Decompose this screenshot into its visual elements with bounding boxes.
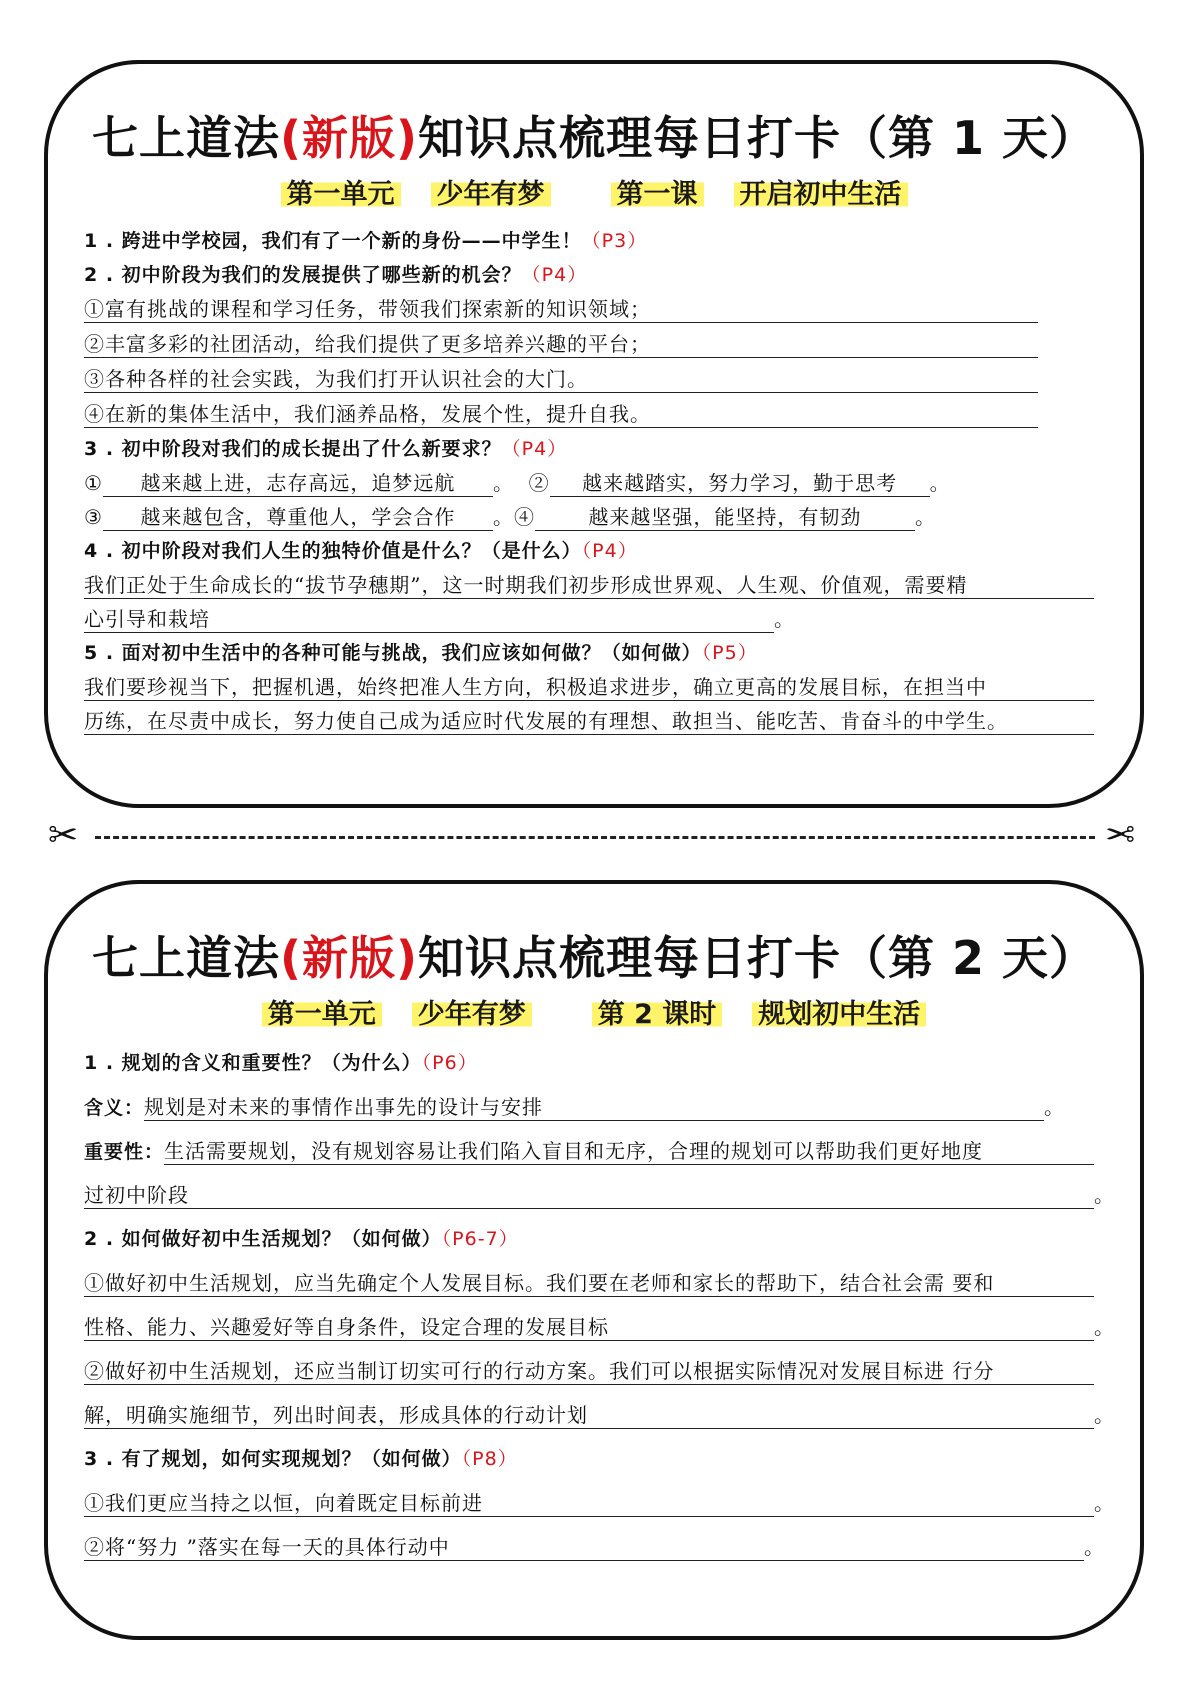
requirement-1: 越来越上进，志存高远，追梦远航 (103, 470, 493, 497)
page-ref: （P8） (461, 1448, 518, 1470)
answer-4-line-1: 我们正处于生命成长的“拔节孕穗期”，这一时期我们初步形成世界观、人生观、价值观，需要精 (84, 572, 1094, 599)
answer-3-1: ①我们更应当持之以恒，向着既定目标前进 。 (84, 1491, 1115, 1515)
subtitle-lesson: 第一课 (611, 179, 704, 210)
subtitle-theme: 少年有梦 (412, 999, 532, 1030)
answer-2-2: ②丰富多彩的社团活动，给我们提供了更多培养兴趣的平台； (84, 331, 1038, 358)
answer-5-line-2: 历练，在尽责中成长，努力使自己成为适应时代发展的有理想、敢担当、能吃苦、肯奋斗的中学生。 (84, 708, 1094, 735)
page-ref: （P6-7） (441, 1228, 519, 1250)
day-1-title (48, 102, 1140, 168)
question-5: 5 . 面对初中生活中的各种可能与挑战，我们应该如何做？（如何做）（P5） (84, 642, 758, 664)
requirement-3: 越来越包含，尊重他人，学会合作 (103, 504, 493, 531)
subtitle-unit: 第一单元 (281, 179, 401, 210)
title-prefix: 七上道法 (91, 111, 280, 165)
requirement-2: 越来越踏实，努力学习，勤于思考 (550, 470, 930, 497)
answer-1-importance-cont: 过初中阶段 。 (84, 1183, 1115, 1207)
answer-2-1: ①富有挑战的课程和学习任务，带领我们探索新的知识领域； (84, 296, 1038, 323)
answer-4-line-2: 心引导和栽培 。 (84, 607, 795, 631)
title-suffix: 知识点梳理每日打卡（第 2 天） (418, 931, 1097, 985)
day-2-title (48, 922, 1140, 988)
answer-2-1-line-2: 性格、能力、兴趣爱好等自身条件，设定合理的发展目标 。 (84, 1315, 1115, 1339)
answer-2-3: ③各种各样的社会实践，为我们打开认识社会的大门。 (84, 366, 1038, 393)
answer-2-2-line-2: 解，明确实施细节，列出时间表，形成具体的行动计划 。 (84, 1403, 1115, 1427)
subtitle-topic: 开启初中生活 (734, 179, 908, 210)
answer-1-meaning: 含义：规划是对未来的事情作出事先的设计与安排 。 (84, 1095, 1066, 1119)
title-prefix: 七上道法 (91, 931, 280, 985)
question-3: 3 . 有了规划，如何实现规划？（如何做）（P8） (84, 1448, 518, 1470)
subtitle-theme: 少年有梦 (431, 179, 551, 210)
question-1: 1 . 规划的含义和重要性？（为什么）（P6） (84, 1052, 478, 1074)
day-2-card (44, 880, 1144, 1640)
answer-3-2: ②将“努力 ”落实在每一天的具体行动中 。 (84, 1535, 1105, 1559)
requirement-4: 越来越坚强，能坚持，有韧劲 (535, 504, 915, 531)
day-1-subtitle (48, 172, 1140, 211)
answer-2-2-line-1: ②做好初中生活规划，还应当制订切实可行的行动方案。我们可以根据实际情况对发展目标进 行分 (84, 1358, 1094, 1385)
page-ref: （P4） (501, 438, 568, 460)
cut-line (95, 836, 1095, 839)
title-new-edition: (新版) (279, 931, 418, 985)
question-3: 3 . 初中阶段对我们的成长提出了什么新要求？（P4） (84, 438, 568, 460)
title-new-edition: (新版) (279, 111, 418, 165)
subtitle-topic: 规划初中生活 (752, 999, 926, 1030)
answer-3-row-1: ① 越来越上进，志存高远，追梦远航 。 ② 越来越踏实，努力学习，勤于思考 。 (84, 471, 951, 495)
question-4: 4 . 初中阶段对我们人生的独特价值是什么？（是什么）（P4） (84, 540, 638, 562)
answer-1-importance: 重要性：生活需要规划，没有规划容易让我们陷入盲目和无序，合理的规划可以帮助我们更好地度 (84, 1138, 1094, 1165)
answer-5-line-1: 我们要珍视当下，把握机遇，始终把准人生方向，积极追求进步，确立更高的发展目标，在担当中 (84, 674, 1094, 701)
page-ref: （P6） (421, 1052, 478, 1074)
subtitle-unit: 第一单元 (262, 999, 382, 1030)
question-1: 1 . 跨进中学校园，我们有了一个新的身份——中学生！（P3） (84, 230, 648, 252)
scissors-icon: ✂ (48, 815, 79, 856)
scissors-icon: ✂ (1105, 815, 1136, 856)
question-2: 2 . 初中阶段为我们的发展提供了哪些新的机会？（P4） (84, 264, 588, 286)
answer-2-1-line-1: ①做好初中生活规划，应当先确定个人发展目标。我们要在老师和家长的帮助下，结合社会需 要和 (84, 1270, 1094, 1297)
page-ref: （P5） (701, 642, 758, 664)
subtitle-lesson: 第 2 课时 (592, 999, 723, 1030)
title-suffix: 知识点梳理每日打卡（第 1 天） (418, 111, 1097, 165)
page-ref: （P3） (581, 230, 648, 252)
answer-3-row-2: ③ 越来越包含，尊重他人，学会合作 。④ 越来越坚强，能坚持，有韧劲 。 (84, 505, 936, 529)
page-ref: （P4） (581, 540, 638, 562)
day-1-card (44, 60, 1144, 808)
day-2-subtitle (48, 992, 1140, 1031)
page-ref: （P4） (521, 264, 588, 286)
answer-2-4: ④在新的集体生活中，我们涵养品格，发展个性，提升自我。 (84, 401, 1038, 428)
question-2: 2 . 如何做好初中生活规划？（如何做）（P6-7） (84, 1228, 519, 1250)
